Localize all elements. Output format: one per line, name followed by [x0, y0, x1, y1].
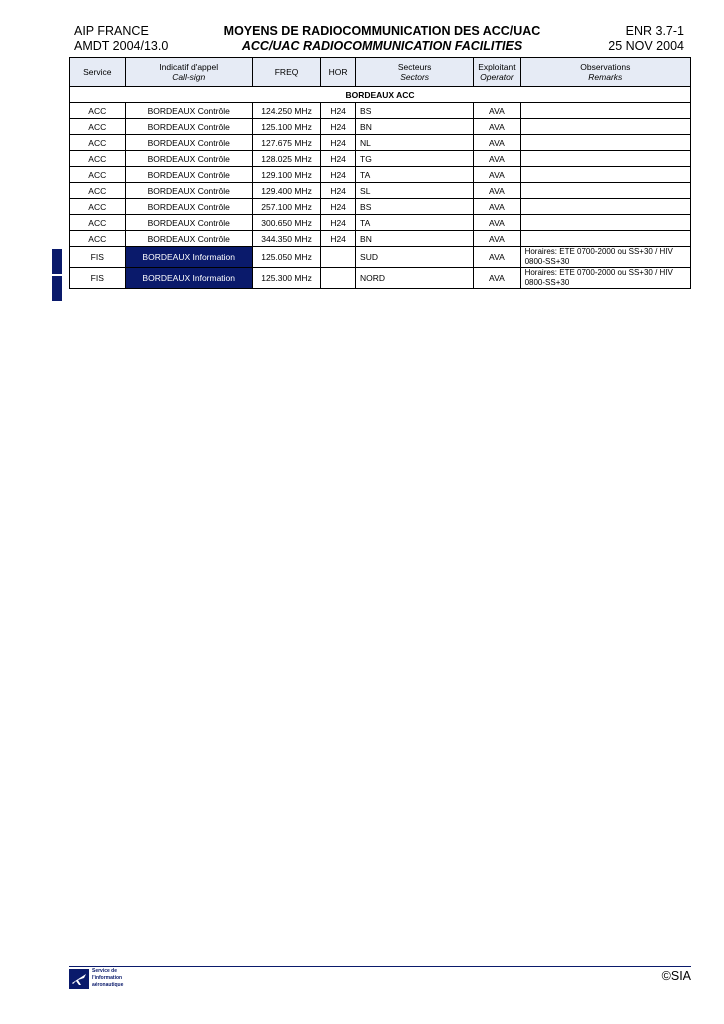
- table-row: [70, 231, 691, 247]
- column-header-hor: HOR: [321, 58, 356, 87]
- cell-callsign: BORDEAUX Contrôle: [125, 215, 252, 231]
- cell-sector: NL: [356, 135, 474, 151]
- cell-service: ACC: [70, 231, 126, 247]
- cell-callsign: BORDEAUX Contrôle: [125, 151, 252, 167]
- cell-hor: [321, 247, 356, 268]
- cell-operator: AVA: [474, 151, 520, 167]
- cell-operator: AVA: [474, 135, 520, 151]
- cell-hor: H24: [321, 119, 356, 135]
- cell-freq: 128.025 MHz: [252, 151, 320, 167]
- cell-remarks: [520, 167, 690, 183]
- cell-remarks: [520, 151, 690, 167]
- table-row: [70, 135, 691, 151]
- cell-sector: SUD: [356, 247, 474, 268]
- cell-hor: H24: [321, 183, 356, 199]
- cell-operator: AVA: [474, 247, 520, 268]
- column-header-sectors: Secteurs Sectors: [356, 58, 474, 87]
- cell-sector: SL: [356, 183, 474, 199]
- cell-hor: H24: [321, 215, 356, 231]
- sia-organisation-name: Service de l'information aéronautique: [92, 968, 124, 988]
- cell-operator: AVA: [474, 103, 520, 119]
- cell-service: FIS: [70, 247, 126, 268]
- cell-freq: 125.300 MHz: [252, 268, 320, 289]
- cell-callsign: BORDEAUX Contrôle: [125, 119, 252, 135]
- table-row: [70, 103, 691, 119]
- column-header-service: Service: [70, 58, 126, 87]
- footer-divider: [69, 966, 691, 967]
- cell-freq: 344.350 MHz: [252, 231, 320, 247]
- cell-callsign: BORDEAUX Contrôle: [125, 183, 252, 199]
- publication-date: 25 NOV 2004: [608, 39, 684, 53]
- cell-operator: AVA: [474, 119, 520, 135]
- cell-hor: H24: [321, 151, 356, 167]
- header-left: [74, 24, 168, 54]
- cell-operator: AVA: [474, 183, 520, 199]
- table-row: [70, 151, 691, 167]
- cell-remarks: [520, 231, 690, 247]
- cell-operator: AVA: [474, 231, 520, 247]
- amendment-number: AMDT 2004/13.0: [74, 39, 169, 53]
- cell-callsign: BORDEAUX Contrôle: [125, 231, 252, 247]
- cell-sector: TA: [356, 167, 474, 183]
- column-header-callsign: Indicatif d'appel Call-sign: [125, 58, 252, 87]
- cell-service: ACC: [70, 135, 126, 151]
- cell-remarks: [520, 215, 690, 231]
- table-row: [70, 268, 691, 289]
- cell-freq: 300.650 MHz: [252, 215, 320, 231]
- cell-service: ACC: [70, 167, 126, 183]
- table-row: [70, 183, 691, 199]
- cell-freq: 125.050 MHz: [252, 247, 320, 268]
- cell-operator: AVA: [474, 199, 520, 215]
- cell-service: ACC: [70, 103, 126, 119]
- cell-operator: AVA: [474, 268, 520, 289]
- cell-remarks: [520, 199, 690, 215]
- title-english: ACC/UAC RADIOCOMMUNICATION FACILITIES: [241, 39, 523, 53]
- cell-freq: 127.675 MHz: [252, 135, 320, 151]
- cell-callsign: BORDEAUX Contrôle: [125, 167, 252, 183]
- sia-plane-icon: [69, 969, 89, 989]
- copyright-notice: ©SIA: [661, 969, 691, 983]
- cell-callsign: BORDEAUX Information: [125, 247, 252, 268]
- cell-hor: H24: [321, 231, 356, 247]
- section-title: BORDEAUX ACC: [70, 87, 691, 103]
- section-row: [70, 87, 691, 103]
- table-row: [70, 167, 691, 183]
- cell-operator: AVA: [474, 215, 520, 231]
- change-bar: [52, 249, 62, 274]
- cell-service: ACC: [70, 119, 126, 135]
- cell-sector: TA: [356, 215, 474, 231]
- page-title: [170, 24, 594, 54]
- cell-sector: BS: [356, 199, 474, 215]
- column-header-operator: Exploitant Operator: [474, 58, 520, 87]
- cell-freq: 125.100 MHz: [252, 119, 320, 135]
- title-french: MOYENS DE RADIOCOMMUNICATION DES ACC/UAC: [223, 24, 541, 38]
- cell-freq: 124.250 MHz: [252, 103, 320, 119]
- cell-hor: H24: [321, 167, 356, 183]
- cell-callsign: BORDEAUX Contrôle: [125, 103, 252, 119]
- cell-remarks: [520, 135, 690, 151]
- cell-sector: TG: [356, 151, 474, 167]
- cell-hor: H24: [321, 103, 356, 119]
- cell-remarks: [520, 183, 690, 199]
- table-header-row: [70, 58, 691, 87]
- cell-freq: 129.100 MHz: [252, 167, 320, 183]
- cell-remarks: Horaires: ETE 0700-2000 ou SS+30 / HIV 0800-SS+30: [520, 268, 690, 289]
- cell-operator: AVA: [474, 167, 520, 183]
- cell-hor: H24: [321, 199, 356, 215]
- cell-callsign: BORDEAUX Contrôle: [125, 199, 252, 215]
- table-row: [70, 119, 691, 135]
- cell-service: ACC: [70, 199, 126, 215]
- table-row: [70, 199, 691, 215]
- cell-callsign: BORDEAUX Information: [125, 268, 252, 289]
- table-row: [70, 215, 691, 231]
- cell-service: ACC: [70, 215, 126, 231]
- header-right: [608, 24, 684, 54]
- cell-sector: BN: [356, 231, 474, 247]
- cell-sector: NORD: [356, 268, 474, 289]
- publication-name: AIP FRANCE: [74, 24, 149, 38]
- cell-hor: H24: [321, 135, 356, 151]
- cell-remarks: [520, 103, 690, 119]
- cell-service: FIS: [70, 268, 126, 289]
- table-row: [70, 247, 691, 268]
- cell-freq: 257.100 MHz: [252, 199, 320, 215]
- cell-remarks: [520, 119, 690, 135]
- cell-sector: BN: [356, 119, 474, 135]
- cell-remarks: Horaires: ETE 0700-2000 ou SS+30 / HIV 0800-SS+30: [520, 247, 690, 268]
- cell-hor: [321, 268, 356, 289]
- cell-freq: 129.400 MHz: [252, 183, 320, 199]
- column-header-freq: FREQ: [252, 58, 320, 87]
- radiocommunication-table: [69, 57, 691, 289]
- cell-callsign: BORDEAUX Contrôle: [125, 135, 252, 151]
- column-header-remarks: Observations Remarks: [520, 58, 690, 87]
- cell-service: ACC: [70, 151, 126, 167]
- cell-sector: BS: [356, 103, 474, 119]
- page-reference: ENR 3.7-1: [625, 24, 684, 38]
- change-bar: [52, 276, 62, 301]
- cell-service: ACC: [70, 183, 126, 199]
